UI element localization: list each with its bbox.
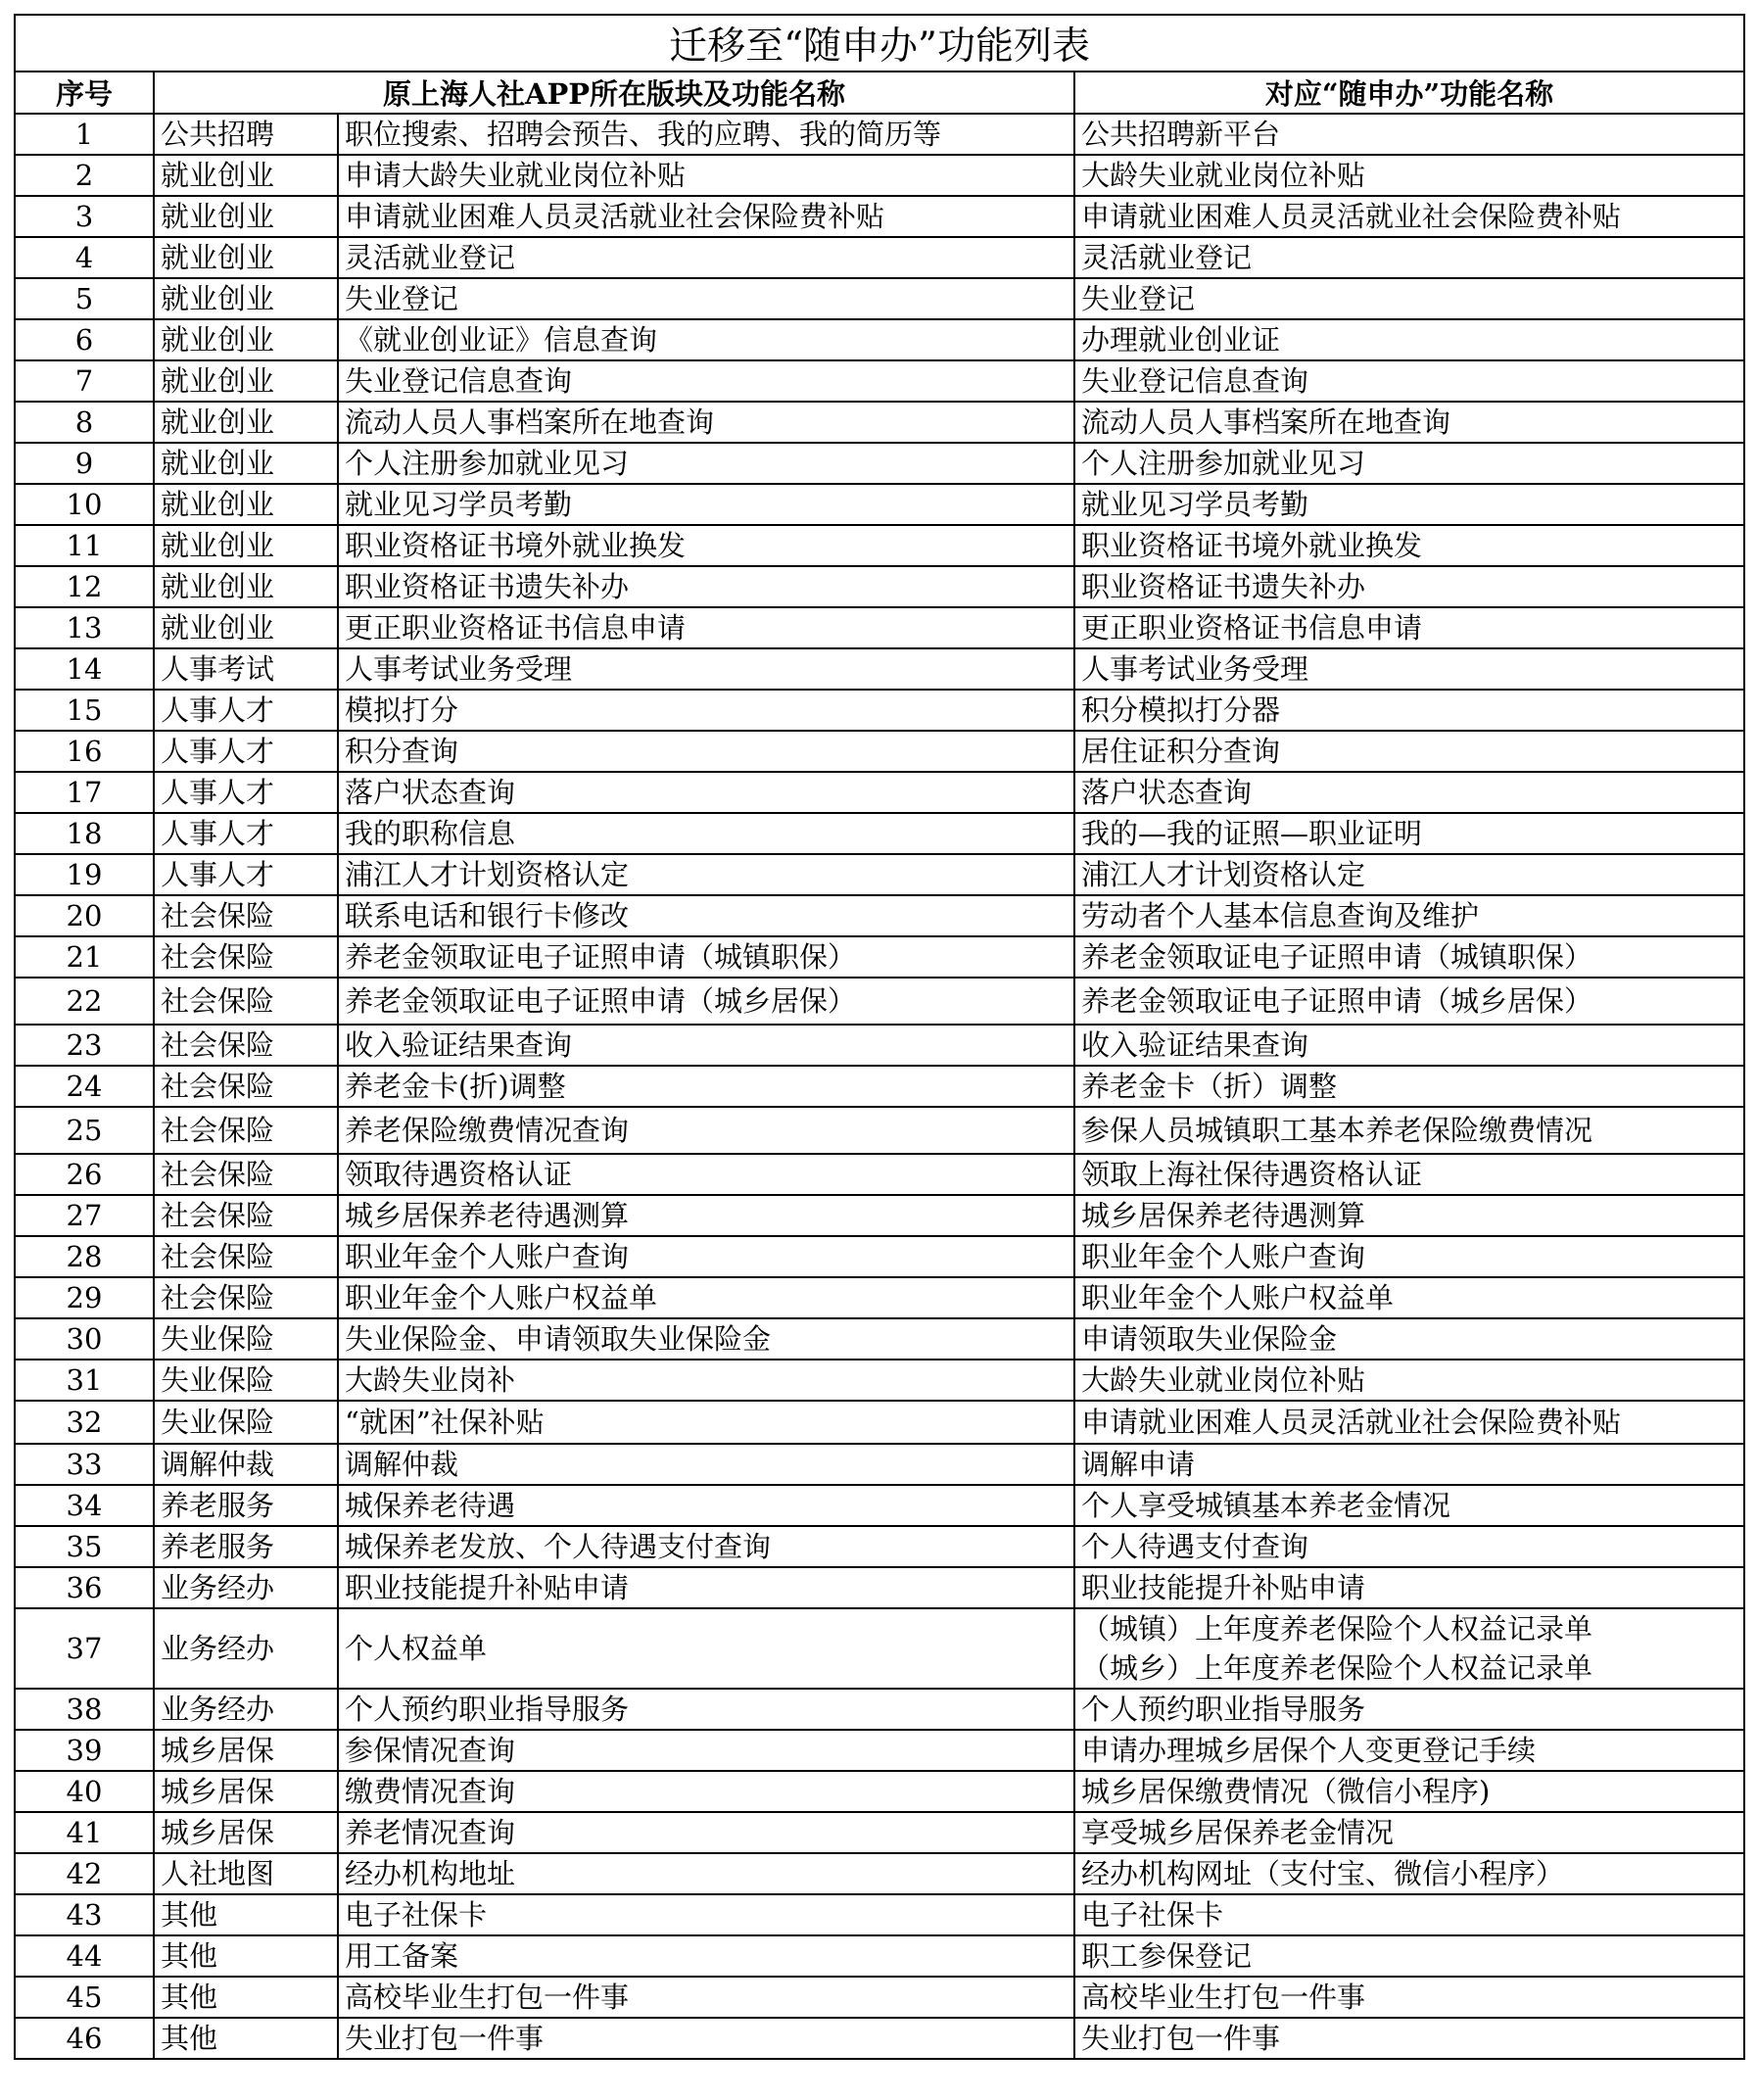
row-category: 就业创业 xyxy=(154,196,338,237)
row-new-function xyxy=(1074,155,1744,196)
row-number: 22 xyxy=(15,978,154,1025)
row-new-function xyxy=(1074,607,1744,648)
row-new-function xyxy=(1074,484,1744,525)
row-new-function-line: 职工参保登记 xyxy=(1081,1939,1253,1973)
row-new-function-line: 个人待遇支付查询 xyxy=(1081,1530,1309,1563)
row-new-function xyxy=(1074,1236,1744,1277)
row-number: 16 xyxy=(15,731,154,772)
document xyxy=(14,14,1743,2060)
row-new-function xyxy=(1074,237,1744,278)
table-row xyxy=(15,813,1744,854)
row-new-function xyxy=(1074,1360,1744,1401)
row-category: 社会保险 xyxy=(154,936,338,978)
row-new-function xyxy=(1074,1107,1744,1154)
row-category: 人事考试 xyxy=(154,648,338,690)
row-category: 业务经办 xyxy=(154,1608,338,1689)
table-row xyxy=(15,1195,1744,1236)
row-category: 社会保险 xyxy=(154,1195,338,1236)
row-old-function: 缴费情况查询 xyxy=(338,1771,1074,1812)
table-row xyxy=(15,155,1744,196)
row-category: 就业创业 xyxy=(154,566,338,607)
row-new-function-line: 灵活就业登记 xyxy=(1081,241,1253,274)
row-category: 其他 xyxy=(154,2018,338,2059)
row-number: 15 xyxy=(15,690,154,731)
row-new-function xyxy=(1074,1894,1744,1935)
table-row xyxy=(15,443,1744,484)
row-old-function: 更正职业资格证书信息申请 xyxy=(338,607,1074,648)
row-old-function: 我的职称信息 xyxy=(338,813,1074,854)
row-new-function xyxy=(1074,731,1744,772)
row-new-function-line: 大龄失业就业岗位补贴 xyxy=(1081,1363,1366,1397)
row-category: 人事人才 xyxy=(154,854,338,895)
row-new-function xyxy=(1074,278,1744,319)
row-old-function: 个人预约职业指导服务 xyxy=(338,1689,1074,1730)
row-old-function: 养老金领取证电子证照申请（城乡居保） xyxy=(338,978,1074,1025)
row-old-function: 失业保险金、申请领取失业保险金 xyxy=(338,1318,1074,1360)
row-old-function: 职业资格证书遗失补办 xyxy=(338,566,1074,607)
table-row xyxy=(15,2018,1744,2059)
row-old-function: 灵活就业登记 xyxy=(338,237,1074,278)
row-new-function xyxy=(1074,772,1744,813)
table-row xyxy=(15,772,1744,813)
row-number: 20 xyxy=(15,895,154,936)
table-row xyxy=(15,731,1744,772)
row-new-function-line: 参保人员城镇职工基本养老保险缴费情况 xyxy=(1081,1114,1593,1147)
row-old-function: 职业年金个人账户权益单 xyxy=(338,1277,1074,1318)
table-row xyxy=(15,1107,1744,1154)
row-old-function: 领取待遇资格认证 xyxy=(338,1154,1074,1195)
row-new-function xyxy=(1074,1567,1744,1608)
table-row xyxy=(15,1025,1744,1066)
row-new-function xyxy=(1074,402,1744,443)
row-category: 就业创业 xyxy=(154,402,338,443)
row-old-function: 职业技能提升补贴申请 xyxy=(338,1567,1074,1608)
row-old-function: 养老金卡(折)调整 xyxy=(338,1066,1074,1107)
row-old-function: 申请就业困难人员灵活就业社会保险费补贴 xyxy=(338,196,1074,237)
row-number: 18 xyxy=(15,813,154,854)
row-new-function-line: 办理就业创业证 xyxy=(1081,323,1281,357)
table-row xyxy=(15,1236,1744,1277)
row-category: 就业创业 xyxy=(154,443,338,484)
row-old-function: 大龄失业岗补 xyxy=(338,1360,1074,1401)
row-category: 人事人才 xyxy=(154,690,338,731)
row-number: 29 xyxy=(15,1277,154,1318)
table-row xyxy=(15,1401,1744,1444)
row-new-function-line: 积分模拟打分器 xyxy=(1081,693,1281,727)
row-number: 23 xyxy=(15,1025,154,1066)
row-number: 33 xyxy=(15,1444,154,1485)
row-number: 31 xyxy=(15,1360,154,1401)
row-new-function xyxy=(1074,1195,1744,1236)
row-old-function: 电子社保卡 xyxy=(338,1894,1074,1935)
row-new-function-line: （城镇）上年度养老保险个人权益记录单 xyxy=(1081,1612,1593,1646)
row-new-function xyxy=(1074,196,1744,237)
table-row xyxy=(15,278,1744,319)
row-old-function: 《就业创业证》信息查询 xyxy=(338,319,1074,360)
row-category: 就业创业 xyxy=(154,155,338,196)
row-new-function-line: 职业资格证书遗失补办 xyxy=(1081,570,1366,603)
table-row xyxy=(15,978,1744,1025)
row-new-function-line: 城乡居保养老待遇测算 xyxy=(1081,1199,1366,1232)
row-category: 人事人才 xyxy=(154,772,338,813)
row-old-function: 城保养老发放、个人待遇支付查询 xyxy=(338,1526,1074,1567)
row-old-function: 流动人员人事档案所在地查询 xyxy=(338,402,1074,443)
row-old-function: 申请大龄失业就业岗位补贴 xyxy=(338,155,1074,196)
row-old-function: 失业登记信息查询 xyxy=(338,360,1074,402)
row-new-function xyxy=(1074,1977,1744,2018)
row-new-function xyxy=(1074,895,1744,936)
row-new-function-line: 居住证积分查询 xyxy=(1081,735,1281,768)
row-new-function-line: 职业年金个人账户权益单 xyxy=(1081,1281,1395,1314)
row-number: 10 xyxy=(15,484,154,525)
row-category: 失业保险 xyxy=(154,1360,338,1401)
row-category: 其他 xyxy=(154,1977,338,2018)
row-category: 社会保险 xyxy=(154,1066,338,1107)
row-category: 城乡居保 xyxy=(154,1730,338,1771)
table-row xyxy=(15,690,1744,731)
row-new-function xyxy=(1074,1935,1744,1977)
row-new-function xyxy=(1074,1526,1744,1567)
row-old-function: 就业见习学员考勤 xyxy=(338,484,1074,525)
row-new-function xyxy=(1074,1812,1744,1853)
row-old-function: 经办机构地址 xyxy=(338,1853,1074,1894)
row-new-function xyxy=(1074,1154,1744,1195)
row-category: 其他 xyxy=(154,1894,338,1935)
row-new-function-line: 申请就业困难人员灵活就业社会保险费补贴 xyxy=(1081,200,1622,233)
table-row xyxy=(15,1318,1744,1360)
row-category: 失业保险 xyxy=(154,1401,338,1444)
row-new-function-line: 个人预约职业指导服务 xyxy=(1081,1693,1366,1726)
row-number: 25 xyxy=(15,1107,154,1154)
row-new-function-line: 大龄失业就业岗位补贴 xyxy=(1081,159,1366,192)
row-category: 公共招聘 xyxy=(154,114,338,155)
row-new-function-line: 城乡居保缴费情况（微信小程序) xyxy=(1081,1775,1491,1808)
header-new: 对应“随申办”功能名称 xyxy=(1074,72,1744,114)
row-old-function: 个人注册参加就业见习 xyxy=(338,443,1074,484)
table-row xyxy=(15,196,1744,237)
table-row xyxy=(15,319,1744,360)
row-new-function xyxy=(1074,978,1744,1025)
row-number: 11 xyxy=(15,525,154,566)
row-old-function: 积分查询 xyxy=(338,731,1074,772)
table-row xyxy=(15,484,1744,525)
row-number: 3 xyxy=(15,196,154,237)
row-new-function-line: 劳动者个人基本信息查询及维护 xyxy=(1081,899,1480,932)
row-new-function-line: 养老金领取证电子证照申请（城乡居保） xyxy=(1081,984,1593,1018)
row-new-function xyxy=(1074,1066,1744,1107)
table-row xyxy=(15,1066,1744,1107)
row-number: 42 xyxy=(15,1853,154,1894)
row-number: 9 xyxy=(15,443,154,484)
row-old-function: 收入验证结果查询 xyxy=(338,1025,1074,1066)
row-number: 43 xyxy=(15,1894,154,1935)
row-number: 26 xyxy=(15,1154,154,1195)
row-old-function: 浦江人才计划资格认定 xyxy=(338,854,1074,895)
row-category: 就业创业 xyxy=(154,278,338,319)
row-old-function: 养老金领取证电子证照申请（城镇职保） xyxy=(338,936,1074,978)
header-old: 原上海人社APP所在版块及功能名称 xyxy=(154,72,1074,114)
row-number: 28 xyxy=(15,1236,154,1277)
row-new-function xyxy=(1074,648,1744,690)
row-number: 7 xyxy=(15,360,154,402)
row-new-function xyxy=(1074,360,1744,402)
row-new-function xyxy=(1074,443,1744,484)
row-number: 8 xyxy=(15,402,154,443)
row-new-function-line: 失业登记信息查询 xyxy=(1081,364,1309,398)
row-old-function: 个人权益单 xyxy=(338,1608,1074,1689)
row-old-function: 职位搜索、招聘会预告、我的应聘、我的简历等 xyxy=(338,114,1074,155)
table-row xyxy=(15,1689,1744,1730)
table-row xyxy=(15,1771,1744,1812)
table-row xyxy=(15,402,1744,443)
row-new-function-line: 养老金卡（折）调整 xyxy=(1081,1070,1338,1103)
table-row xyxy=(15,1894,1744,1935)
row-new-function-line: 职业资格证书境外就业换发 xyxy=(1081,529,1423,562)
row-old-function: 联系电话和银行卡修改 xyxy=(338,895,1074,936)
row-number: 41 xyxy=(15,1812,154,1853)
table-row xyxy=(15,895,1744,936)
row-old-function: 参保情况查询 xyxy=(338,1730,1074,1771)
row-category: 人社地图 xyxy=(154,1853,338,1894)
row-number: 14 xyxy=(15,648,154,690)
table-row xyxy=(15,936,1744,978)
row-old-function: 失业登记 xyxy=(338,278,1074,319)
row-category: 城乡居保 xyxy=(154,1771,338,1812)
row-old-function: 高校毕业生打包一件事 xyxy=(338,1977,1074,2018)
row-new-function xyxy=(1074,319,1744,360)
row-new-function xyxy=(1074,1025,1744,1066)
row-new-function-line: 申请就业困难人员灵活就业社会保险费补贴 xyxy=(1081,1406,1622,1439)
table-row xyxy=(15,1444,1744,1485)
row-new-function xyxy=(1074,566,1744,607)
row-number: 45 xyxy=(15,1977,154,2018)
row-new-function-line: 享受城乡居保养老金情况 xyxy=(1081,1816,1395,1849)
row-new-function-line: 更正职业资格证书信息申请 xyxy=(1081,611,1423,644)
row-new-function xyxy=(1074,936,1744,978)
row-new-function-line: 失业登记 xyxy=(1081,282,1196,315)
row-new-function-line: 个人享受城镇基本养老金情况 xyxy=(1081,1489,1451,1522)
row-new-function-line: 流动人员人事档案所在地查询 xyxy=(1081,406,1451,439)
row-category: 社会保险 xyxy=(154,1025,338,1066)
row-old-function: 落户状态查询 xyxy=(338,772,1074,813)
row-new-function xyxy=(1074,1401,1744,1444)
row-category: 就业创业 xyxy=(154,360,338,402)
row-number: 17 xyxy=(15,772,154,813)
row-old-function: 养老保险缴费情况查询 xyxy=(338,1107,1074,1154)
table-row xyxy=(15,1360,1744,1401)
row-category: 养老服务 xyxy=(154,1485,338,1526)
row-old-function: 模拟打分 xyxy=(338,690,1074,731)
row-number: 6 xyxy=(15,319,154,360)
row-new-function xyxy=(1074,1608,1744,1689)
row-new-function-line: 公共招聘新平台 xyxy=(1081,118,1281,151)
table-title: 迁移至“随申办”功能列表 xyxy=(15,15,1744,72)
row-new-function-line: 失业打包一件事 xyxy=(1081,2022,1281,2055)
row-new-function-line: 领取上海社保待遇资格认证 xyxy=(1081,1158,1423,1191)
row-old-function: 调解仲裁 xyxy=(338,1444,1074,1485)
row-category: 社会保险 xyxy=(154,895,338,936)
row-number: 12 xyxy=(15,566,154,607)
row-category: 社会保险 xyxy=(154,1277,338,1318)
row-new-function xyxy=(1074,114,1744,155)
row-new-function-line: 申请领取失业保险金 xyxy=(1081,1322,1338,1356)
row-category: 业务经办 xyxy=(154,1567,338,1608)
row-number: 46 xyxy=(15,2018,154,2059)
row-new-function xyxy=(1074,1689,1744,1730)
row-new-function-line: 职业年金个人账户查询 xyxy=(1081,1240,1366,1273)
function-table xyxy=(14,14,1745,2060)
row-number: 5 xyxy=(15,278,154,319)
row-number: 21 xyxy=(15,936,154,978)
row-new-function xyxy=(1074,854,1744,895)
table-row xyxy=(15,1154,1744,1195)
row-category: 社会保险 xyxy=(154,1236,338,1277)
row-number: 4 xyxy=(15,237,154,278)
row-new-function xyxy=(1074,1730,1744,1771)
row-category: 社会保险 xyxy=(154,978,338,1025)
row-old-function: 人事考试业务受理 xyxy=(338,648,1074,690)
table-row xyxy=(15,360,1744,402)
row-number: 44 xyxy=(15,1935,154,1977)
row-category: 人事人才 xyxy=(154,813,338,854)
header-row xyxy=(15,72,1744,114)
row-new-function-line: （城乡）上年度养老保险个人权益记录单 xyxy=(1081,1651,1593,1685)
row-old-function: 职业年金个人账户查询 xyxy=(338,1236,1074,1277)
table-row xyxy=(15,1567,1744,1608)
row-category: 就业创业 xyxy=(154,525,338,566)
row-old-function: 用工备案 xyxy=(338,1935,1074,1977)
row-old-function: 职业资格证书境外就业换发 xyxy=(338,525,1074,566)
row-number: 38 xyxy=(15,1689,154,1730)
table-row xyxy=(15,1977,1744,2018)
row-new-function xyxy=(1074,1771,1744,1812)
table-row xyxy=(15,525,1744,566)
table-row xyxy=(15,854,1744,895)
row-new-function-line: 养老金领取证电子证照申请（城镇职保） xyxy=(1081,940,1593,974)
row-old-function: “就困”社保补贴 xyxy=(338,1401,1074,1444)
table-row xyxy=(15,1526,1744,1567)
row-new-function-line: 调解申请 xyxy=(1081,1448,1196,1481)
row-new-function xyxy=(1074,690,1744,731)
row-new-function-line: 经办机构网址（支付宝、微信小程序） xyxy=(1081,1857,1565,1890)
row-new-function xyxy=(1074,1485,1744,1526)
row-new-function-line: 落户状态查询 xyxy=(1081,776,1253,809)
table-row xyxy=(15,1277,1744,1318)
row-new-function xyxy=(1074,1277,1744,1318)
table-row xyxy=(15,114,1744,155)
table-row xyxy=(15,1812,1744,1853)
row-category: 就业创业 xyxy=(154,319,338,360)
row-category: 失业保险 xyxy=(154,1318,338,1360)
row-new-function-line: 收入验证结果查询 xyxy=(1081,1028,1309,1062)
table-row xyxy=(15,1608,1744,1689)
row-new-function-line: 人事考试业务受理 xyxy=(1081,652,1309,686)
row-old-function: 城保养老待遇 xyxy=(338,1485,1074,1526)
row-number: 24 xyxy=(15,1066,154,1107)
row-number: 37 xyxy=(15,1608,154,1689)
row-old-function: 城乡居保养老待遇测算 xyxy=(338,1195,1074,1236)
table-row xyxy=(15,237,1744,278)
row-new-function xyxy=(1074,1444,1744,1485)
row-category: 调解仲裁 xyxy=(154,1444,338,1485)
row-new-function-line: 个人注册参加就业见习 xyxy=(1081,447,1366,480)
row-old-function: 养老情况查询 xyxy=(338,1812,1074,1853)
table-row xyxy=(15,566,1744,607)
table-row xyxy=(15,1730,1744,1771)
row-category: 人事人才 xyxy=(154,731,338,772)
row-category: 就业创业 xyxy=(154,484,338,525)
row-number: 32 xyxy=(15,1401,154,1444)
row-number: 19 xyxy=(15,854,154,895)
row-new-function xyxy=(1074,2018,1744,2059)
row-new-function xyxy=(1074,1318,1744,1360)
row-number: 36 xyxy=(15,1567,154,1608)
row-new-function-line: 就业见习学员考勤 xyxy=(1081,488,1309,521)
row-category: 业务经办 xyxy=(154,1689,338,1730)
row-old-function: 失业打包一件事 xyxy=(338,2018,1074,2059)
row-new-function-line: 电子社保卡 xyxy=(1081,1898,1224,1932)
row-new-function-line: 职业技能提升补贴申请 xyxy=(1081,1571,1366,1604)
row-category: 养老服务 xyxy=(154,1526,338,1567)
row-category: 城乡居保 xyxy=(154,1812,338,1853)
row-number: 30 xyxy=(15,1318,154,1360)
row-new-function-line: 我的—我的证照—职业证明 xyxy=(1081,817,1423,850)
table-body xyxy=(15,114,1744,2059)
row-number: 34 xyxy=(15,1485,154,1526)
header-num: 序号 xyxy=(15,72,154,114)
row-category: 其他 xyxy=(154,1935,338,1977)
row-category: 就业创业 xyxy=(154,237,338,278)
table-row xyxy=(15,1853,1744,1894)
table-row xyxy=(15,648,1744,690)
row-number: 2 xyxy=(15,155,154,196)
table-row xyxy=(15,607,1744,648)
row-new-function xyxy=(1074,813,1744,854)
row-category: 社会保险 xyxy=(154,1154,338,1195)
table-row xyxy=(15,1485,1744,1526)
row-new-function-line: 高校毕业生打包一件事 xyxy=(1081,1981,1366,2014)
row-number: 39 xyxy=(15,1730,154,1771)
row-number: 40 xyxy=(15,1771,154,1812)
table-row xyxy=(15,1935,1744,1977)
row-category: 就业创业 xyxy=(154,607,338,648)
row-new-function-line: 申请办理城乡居保个人变更登记手续 xyxy=(1081,1734,1537,1767)
row-number: 35 xyxy=(15,1526,154,1567)
row-category: 社会保险 xyxy=(154,1107,338,1154)
row-new-function-line: 浦江人才计划资格认定 xyxy=(1081,858,1366,891)
row-number: 27 xyxy=(15,1195,154,1236)
row-new-function xyxy=(1074,525,1744,566)
row-number: 1 xyxy=(15,114,154,155)
row-new-function xyxy=(1074,1853,1744,1894)
row-number: 13 xyxy=(15,607,154,648)
